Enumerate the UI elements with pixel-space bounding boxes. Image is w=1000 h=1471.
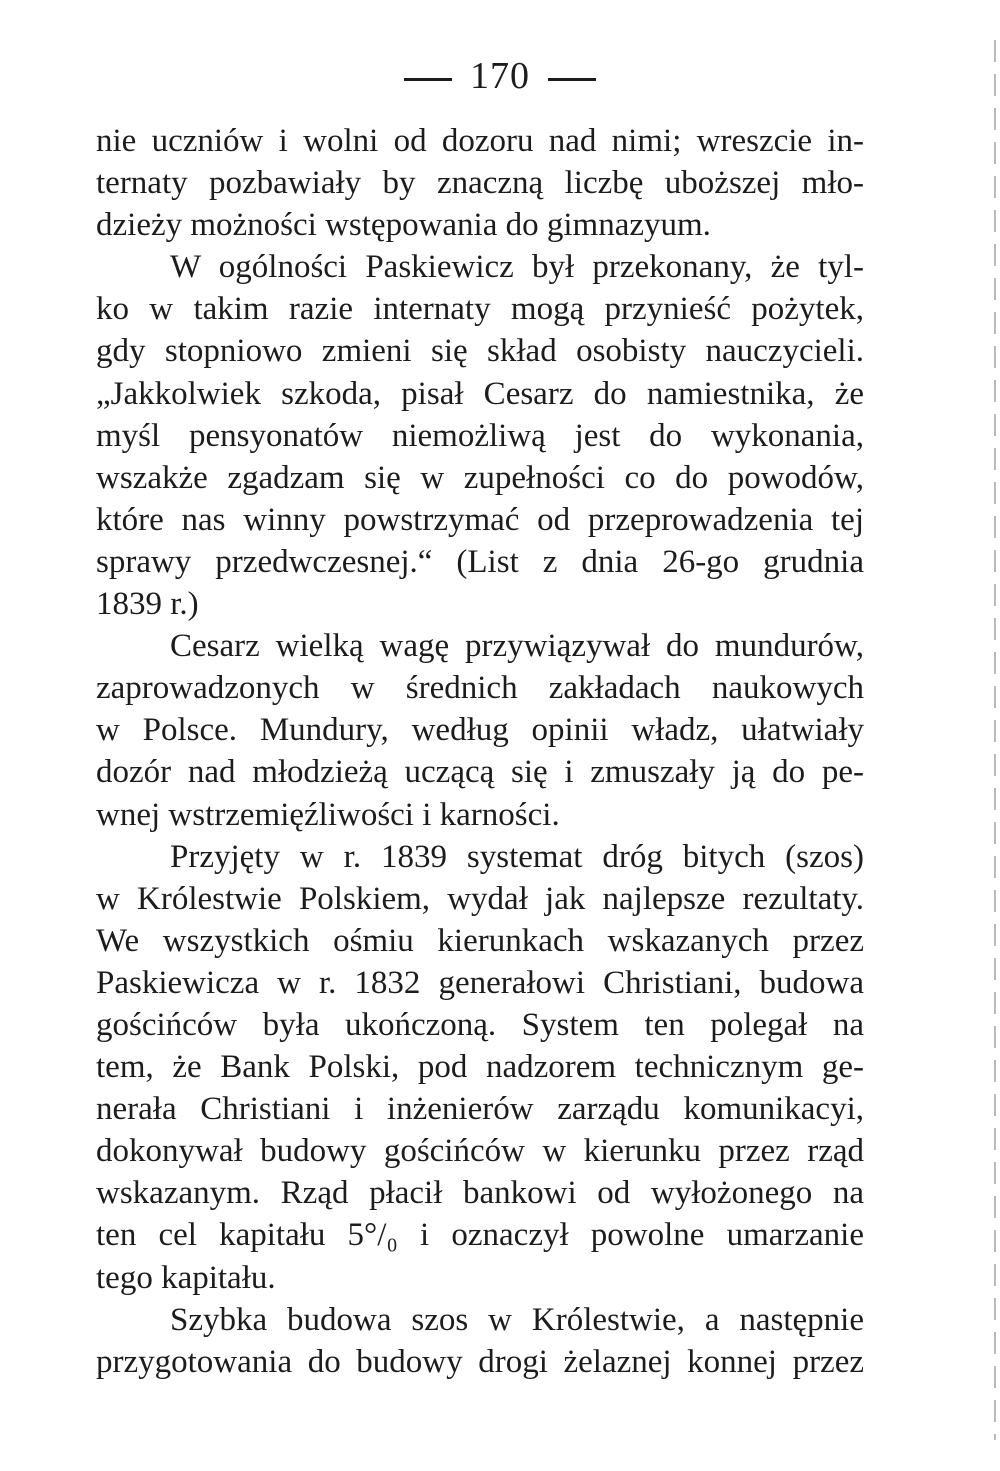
text-line: gdy stopniowo zmieni się skład osobisty nauczycieli.	[96, 333, 864, 370]
text-line: w Polsce. Mundury, według opinii władz, ułatwiały	[96, 712, 864, 749]
text-line: ko w takim razie internaty mogą przynieść pożytek,	[96, 291, 864, 328]
text-line: 1839 r.)	[96, 586, 199, 623]
text-line: Szybka budowa szos w Królestwie, a następnie	[170, 1301, 864, 1338]
text-line: wszakże zgadzam się w zupełności co do powodów,	[96, 459, 864, 496]
text-line: dzieży możności wstępowania do gimnazyum.	[96, 207, 711, 244]
page-number: 170	[470, 55, 530, 97]
text-line: nerała Christiani i inżenierów zarządu komunikacyi,	[96, 1091, 864, 1128]
text-line: nie uczniów i wolni od dozoru nad nimi; wreszcie in-	[96, 123, 864, 159]
page-edge-rule	[994, 40, 996, 1440]
text-line: ten cel kapitału 5°/₀ i oznaczył powolne umarzanie	[96, 1217, 864, 1254]
text-line: myśl pensyonatów niemożliwą jest do wykonania,	[96, 417, 864, 454]
text-line: Paskiewicza w r. 1832 generałowi Christiani, budowa	[96, 964, 864, 1001]
text-line: W ogólności Paskiewicz był przekonany, że tyl-	[170, 249, 864, 286]
text-line: dokonywał budowy gościńców w kierunku przez rząd	[96, 1133, 864, 1170]
text-line: Cesarz wielką wagę przywiązywał do mundurów,	[170, 628, 864, 665]
text-line: wnej wstrzemięźliwości i karności.	[96, 796, 560, 833]
text-line: gościńców była ukończoną. System ten polegał na	[96, 1006, 864, 1043]
page-header	[0, 52, 1000, 100]
text-line: wskazanym. Rząd płacił bankowi od wyłożonego na	[96, 1175, 864, 1212]
text-line: tego kapitału.	[96, 1259, 276, 1296]
page-body	[96, 120, 864, 1383]
text-line: w Królestwie Polskiem, wydał jak najlepsze rezultaty.	[96, 880, 864, 917]
text-line: dozór nad młodzieżą uczącą się i zmuszały ją do pe-	[96, 754, 864, 791]
text-line: Przyjęty w r. 1839 systemat dróg bitych (szos)	[170, 838, 864, 875]
text-line: sprawy przedwczesnej.“ (List z dnia 26-go grudnia	[96, 543, 864, 580]
text-line: zaprowadzonych w średnich zakładach naukowych	[96, 670, 864, 707]
header-dash-right	[548, 78, 596, 81]
header-dash-left	[404, 78, 452, 81]
text-line: We wszystkich ośmiu kierunkach wskazanych przez	[96, 922, 864, 959]
text-line: przygotowania do budowy drogi żelaznej konnej przez	[96, 1343, 864, 1380]
text-line: które nas winny powstrzymać od przeprowadzenia tej	[96, 501, 864, 538]
text-line: tem, że Bank Polski, pod nadzorem technicznym ge-	[96, 1049, 864, 1086]
text-line: „Jakkolwiek szkoda, pisał Cesarz do namiestnika, że	[96, 375, 864, 412]
text-line: ternaty pozbawiały by znaczną liczbę uboższej mło-	[96, 165, 864, 202]
